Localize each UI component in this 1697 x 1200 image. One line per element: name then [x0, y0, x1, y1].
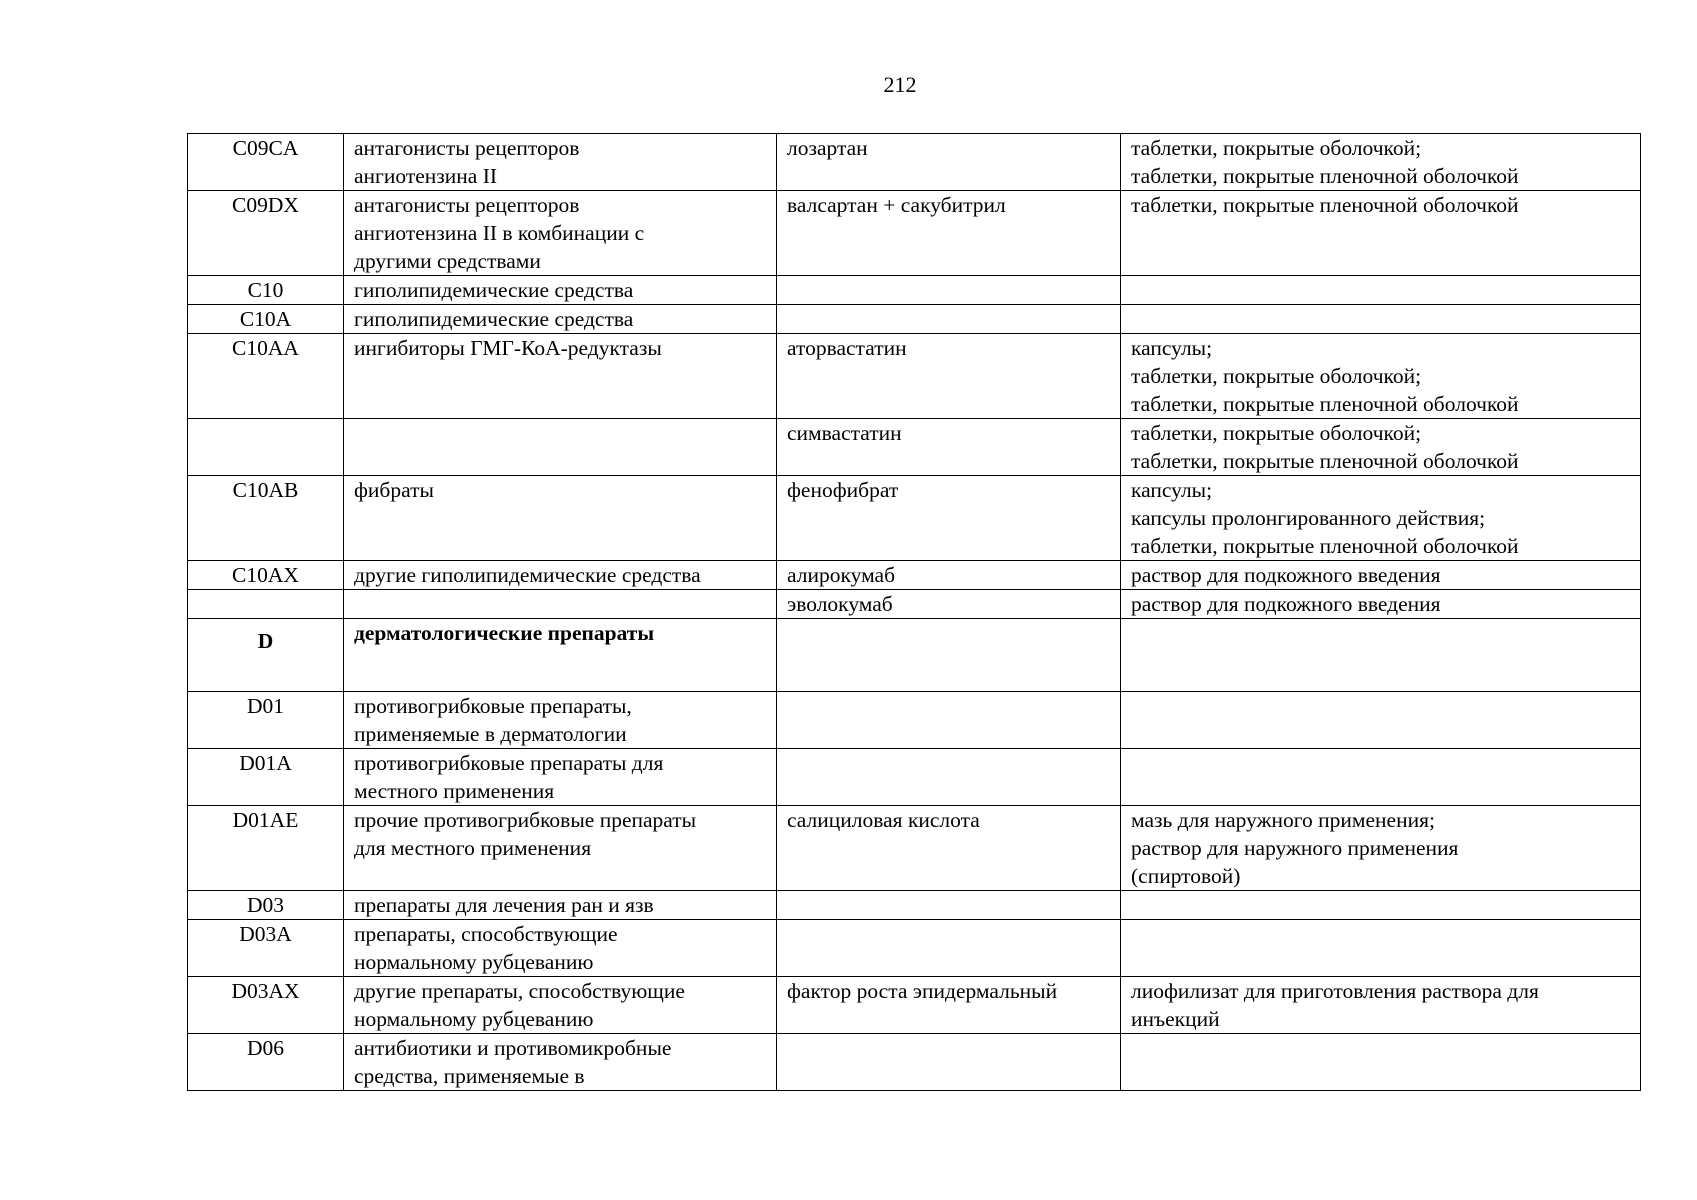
atc-code: D: [188, 619, 344, 692]
group-name: другие гиполипидемические средства: [344, 561, 777, 590]
drug-name: [777, 891, 1121, 920]
drug-name: симвастатин: [777, 419, 1121, 476]
dosage-form: [1121, 619, 1641, 692]
dosage-form: [1121, 1034, 1641, 1091]
drug-name: [777, 1034, 1121, 1091]
dosage-form: раствор для подкожного введения: [1121, 590, 1641, 619]
drug-name: аторвастатин: [777, 334, 1121, 419]
dosage-form: [1121, 891, 1641, 920]
table-row: [188, 590, 1641, 619]
table-row: [188, 920, 1641, 977]
group-name: дерматологические препараты: [344, 619, 777, 692]
dosage-form: лиофилизат для приготовления раствора для инъекций: [1121, 977, 1641, 1034]
dosage-form: раствор для подкожного введения: [1121, 561, 1641, 590]
drug-name: [777, 920, 1121, 977]
table-row: [188, 305, 1641, 334]
atc-code: C10: [188, 276, 344, 305]
table-row: [188, 276, 1641, 305]
group-name: антагонисты рецепторов ангиотензина II в комбинации с другими средствами: [344, 191, 777, 276]
dosage-form: капсулы; таблетки, покрытые оболочкой; таблетки, покрытые пленочной оболочкой: [1121, 334, 1641, 419]
table-row: [188, 134, 1641, 191]
table-row: [188, 419, 1641, 476]
drug-name: [777, 749, 1121, 806]
drug-name: [777, 692, 1121, 749]
dosage-form: таблетки, покрытые пленочной оболочкой: [1121, 191, 1641, 276]
drug-name: лозартан: [777, 134, 1121, 191]
table-row: [188, 1034, 1641, 1091]
group-name: препараты, способствующие нормальному рубцеванию: [344, 920, 777, 977]
atc-code: D03AX: [188, 977, 344, 1034]
drug-name: [777, 276, 1121, 305]
drug-name: [777, 305, 1121, 334]
section-row: [188, 619, 1641, 692]
atc-code: D03: [188, 891, 344, 920]
group-name: антибиотики и противомикробные средства, применяемые в: [344, 1034, 777, 1091]
atc-code: C09CA: [188, 134, 344, 191]
group-name: гиполипидемические средства: [344, 276, 777, 305]
table-row: [188, 749, 1641, 806]
group-name: ингибиторы ГМГ-КоА-редуктазы: [344, 334, 777, 419]
table-row: [188, 561, 1641, 590]
atc-code: D01AE: [188, 806, 344, 891]
table-row: [188, 334, 1641, 419]
group-name: [344, 590, 777, 619]
dosage-form: [1121, 692, 1641, 749]
group-name: прочие противогрибковые препараты для местного применения: [344, 806, 777, 891]
atc-code: D01A: [188, 749, 344, 806]
drug-name: [777, 619, 1121, 692]
group-name: фибраты: [344, 476, 777, 561]
table-row: [188, 476, 1641, 561]
drug-name: фенофибрат: [777, 476, 1121, 561]
drug-name: салициловая кислота: [777, 806, 1121, 891]
drug-table: [187, 133, 1641, 1091]
group-name: другие препараты, способствующие нормальному рубцеванию: [344, 977, 777, 1034]
dosage-form: таблетки, покрытые оболочкой; таблетки, покрытые пленочной оболочкой: [1121, 419, 1641, 476]
group-name: противогрибковые препараты для местного применения: [344, 749, 777, 806]
group-name: противогрибковые препараты, применяемые в дерматологии: [344, 692, 777, 749]
group-name: гиполипидемические средства: [344, 305, 777, 334]
atc-code: D01: [188, 692, 344, 749]
group-name: [344, 419, 777, 476]
group-name: препараты для лечения ран и язв: [344, 891, 777, 920]
atc-code: C10AA: [188, 334, 344, 419]
dosage-form: [1121, 920, 1641, 977]
dosage-form: [1121, 749, 1641, 806]
atc-code: C09DX: [188, 191, 344, 276]
drug-name: эволокумаб: [777, 590, 1121, 619]
dosage-form: [1121, 305, 1641, 334]
table-row: [188, 692, 1641, 749]
atc-code: [188, 419, 344, 476]
table-row: [188, 891, 1641, 920]
table-row: [188, 977, 1641, 1034]
group-name: антагонисты рецепторов ангиотензина II: [344, 134, 777, 191]
dosage-form: капсулы; капсулы пролонгированного действия; таблетки, покрытые пленочной оболочкой: [1121, 476, 1641, 561]
dosage-form: таблетки, покрытые оболочкой; таблетки, покрытые пленочной оболочкой: [1121, 134, 1641, 191]
atc-code: D03A: [188, 920, 344, 977]
table-row: [188, 191, 1641, 276]
drug-name: фактор роста эпидермальный: [777, 977, 1121, 1034]
atc-code: D06: [188, 1034, 344, 1091]
dosage-form: [1121, 276, 1641, 305]
page-number: 212: [883, 72, 917, 97]
atc-code: C10AX: [188, 561, 344, 590]
table-row: [188, 806, 1641, 891]
atc-code: [188, 590, 344, 619]
dosage-form: мазь для наружного применения; раствор для наружного применения (спиртовой): [1121, 806, 1641, 891]
atc-code: C10AB: [188, 476, 344, 561]
atc-code: C10A: [188, 305, 344, 334]
drug-name: алирокумаб: [777, 561, 1121, 590]
drug-name: валсартан + сакубитрил: [777, 191, 1121, 276]
